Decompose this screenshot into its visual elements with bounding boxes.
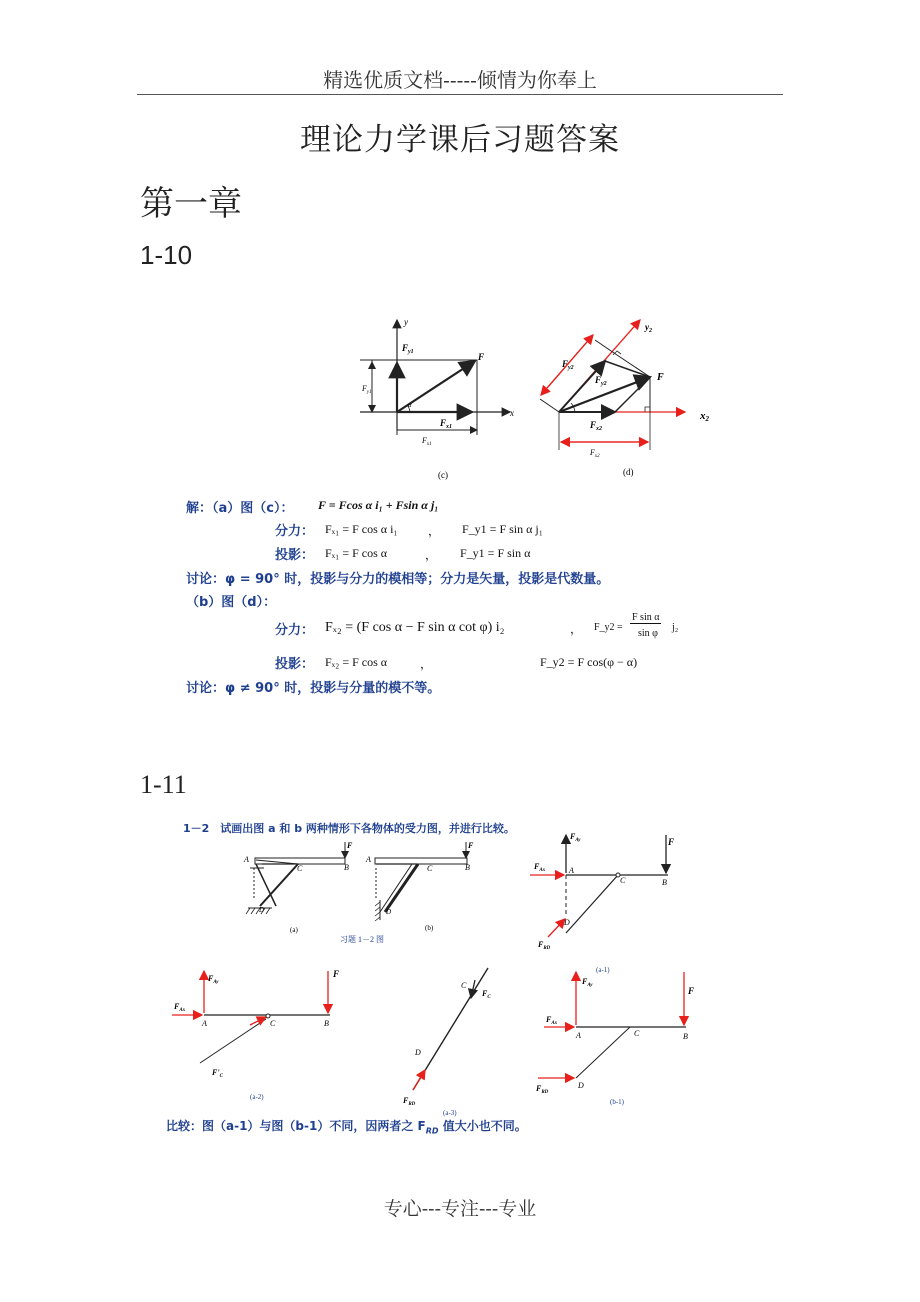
solution-line-2-label: 分力： [275,524,315,539]
fig-c-Fy-side-label: F [362,384,367,393]
svg-text:FAy: $F_{Ay}$ [570,832,581,843]
solution-line-6-eq2-lhs: F_y2 = [594,622,623,633]
chapter-heading: 第一章 [140,184,242,224]
solution-line-2-sep: ， [428,524,441,538]
svg-text:D: D [578,1081,584,1090]
problem-figures-ab [240,840,480,950]
svg-text:Fy1: $F_{y1}$ [362,384,372,395]
figure-c [360,315,520,485]
solution-line-5: （b）图（d）： [186,595,277,610]
svg-text:Fy2: $F_{y2}$ [562,359,574,371]
fig-d-Fx-label: F [590,420,597,430]
svg-text:y2: $y_2$ [645,322,652,334]
solution-line-3-label: 投影： [275,548,315,563]
svg-text:FAx: $F_{Ax}$ [174,1002,186,1013]
fig-c-Fy-label: F [402,343,409,353]
svg-text:F: F [347,841,353,850]
fbd-b1 [530,960,710,1110]
fbd-a3-caption: (a-3) [443,1109,457,1117]
svg-text:Fy1: $F_{y1}$ [402,343,414,355]
fig-c-caption: (c) [438,470,448,480]
fig-c-Fx-label: F [440,418,447,428]
svg-text:Fx2: $F_{x2}$ [590,420,603,432]
svg-text:Fy2: $F_{y2}$ [595,375,607,387]
solution-line-3-eq2: F_y1 = F sin α [460,546,531,560]
svg-text:F: F [668,837,675,847]
svg-text:FRD: $F_{RD}$ [536,1084,549,1095]
svg-text:A: A [569,866,574,875]
svg-text:D: D [415,1048,421,1057]
svg-text:Fx1: $F_{x1}$ [440,418,453,430]
header-rule [137,94,783,95]
svg-text:C: C [297,864,303,873]
svg-text:C: C [270,1019,276,1028]
svg-text:B: B [662,878,667,887]
svg-text:C: C [620,876,626,885]
solution-line-4: 讨论：φ = 90° 时，投影与分力的模相等；分力是矢量，投影是代数量。 [186,572,610,587]
svg-text:x2: x2 [700,410,709,423]
fig-d-y2-label: y [645,322,649,332]
fig-a-caption: (a) [290,926,298,934]
svg-text:FAx: $F_{Ax}$ [534,862,546,873]
page-header: 精选优质文档-----倾情为你奉上 [323,68,597,92]
page-footer: 专心---专注---专业 [383,1198,537,1220]
svg-text:B: B [465,863,470,872]
fig-d-caption: (d) [623,467,634,477]
document-title: 理论力学课后习题答案 [300,122,620,158]
svg-text:F'C: $F'_C$ [212,1068,223,1079]
svg-text:A: A [366,855,371,864]
fig-d-Fy-red-label: F [562,359,569,369]
fig-c-alpha: α [408,401,412,409]
svg-text:A: A [202,1019,207,1028]
solution-line-7-eq1: Fₓ₂ = F cos α [325,655,388,669]
svg-text:Fx2: $F_{x2}$ [590,448,600,459]
solution-line-6-sep: ， [570,622,583,636]
svg-text:FAy: $F_{Ay}$ [208,974,219,985]
solution-line-6-label: 分力： [275,623,315,638]
svg-text:A: A [576,1031,581,1040]
svg-text:F: F [468,841,474,850]
fig-b-caption: (b) [425,924,434,932]
solution-line-2-eq2: F_y1 = F sin α j₁ [462,522,543,536]
svg-text:B: B [344,863,349,872]
fbd-a2-caption: (a-2) [250,1093,264,1101]
solution-line-6-eq2-rhs: j₂ [672,622,679,633]
solution-line-7-label: 投影： [275,657,315,672]
svg-text:F: F [333,969,340,979]
svg-text:C: C [634,1029,640,1038]
fbd-top-right [528,825,708,955]
svg-text:FAy: $F_{Ay}$ [582,977,593,988]
solution-line-6-eq1: Fₓ₂ = (F cos α − F sin α cot φ) i₂ [325,620,505,635]
solution-line-1-eq: F = Fcos α i₁ + Fsin α j₁ [318,498,439,512]
fig-d-Fy-black-label: F [595,375,602,385]
svg-text:C: C [461,981,467,990]
solution-line-8: 讨论：φ ≠ 90° 时，投影与分量的模不等。 [186,681,441,696]
fig-c-F-label: F [478,352,485,362]
problem-statement: 1－2 试画出图 a 和 b 两种情形下各物体的受力图，并进行比较。 [183,822,515,835]
solution-line-7-sep: ， [420,657,433,671]
fbd-a3 [395,960,505,1120]
fig-c-y-label: y [404,317,408,327]
fig-c-x-label: x [510,408,514,418]
solution-line-6-eq2-den: sin φ [638,628,658,639]
svg-text:D: D [386,908,392,916]
svg-text:C: C [427,864,433,873]
figure-d [535,315,725,485]
solution-line-2-eq1: Fₓ₁ = F cos α i₁ [325,522,398,536]
fbd-b1-top-caption: (a-1) [596,966,610,974]
svg-text:D: D [259,906,265,914]
section-1-11-label: 1-11 [140,770,187,799]
fig-d-F-label: F [657,372,664,383]
solution-line-1-label: 解：（a）图（c）： [186,501,294,516]
fig-d-Fx-red-label: F [590,448,595,457]
fig-c-Fx-bottom-label: F [422,436,427,445]
solution-line-7-eq2: F_y2 = F cos(φ − α) [540,655,638,669]
svg-text:B: B [324,1019,329,1028]
svg-text:FC: $F_C$ [482,989,491,1000]
svg-text:FAx: $F_{Ax}$ [546,1015,558,1026]
comparison-text: 比较：图（a-1）与图（b-1）不同，因两者之 $F_{RD}$ 值大小也不同。 [166,1119,527,1136]
fbd-a2 [170,965,350,1105]
problem-figure-caption: 习题 1－2 图 [340,935,384,944]
section-1-10-label: 1-10 [140,240,193,270]
solution-line-3-eq1: Fₓ₁ = F cos α [325,546,388,560]
svg-text:FRD: $F_{RD}$ [538,940,551,951]
svg-text:Fx1: $F_{x1}$ [422,436,432,447]
svg-text:A: A [244,855,249,864]
solution-line-3-sep: ， [425,548,438,562]
fbd-b1-caption: (b-1) [610,1098,624,1106]
solution-line-6-eq2-num: F sin α [632,612,660,623]
svg-text:F: F [688,986,695,996]
svg-text:D: D [564,918,570,927]
svg-text:FRD: $F_{RD}$ [403,1096,416,1107]
svg-text:B: B [683,1032,688,1041]
fig-d-x2-label: x [700,410,706,422]
